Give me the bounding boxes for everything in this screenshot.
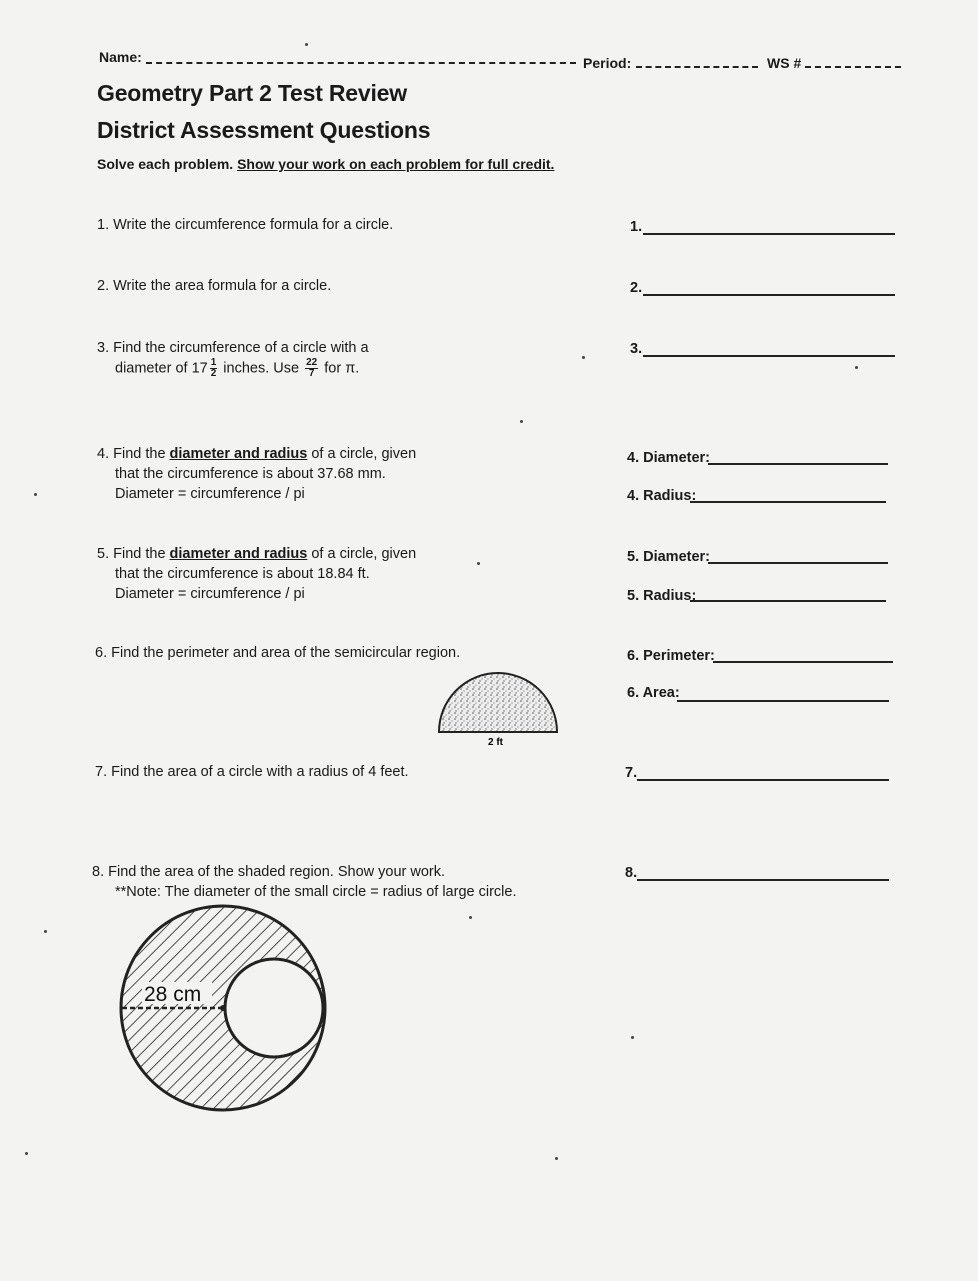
mixed-fraction (210, 358, 218, 379)
answer-1-line[interactable] (643, 233, 895, 235)
scan-speck (25, 1152, 28, 1155)
scan-speck (520, 420, 523, 423)
question-8-line-2: **Note: The diameter of the small circle = radius of large circle. (115, 884, 517, 900)
page-subtitle: District Assessment Questions (97, 117, 431, 143)
period-label: Period: (583, 55, 632, 71)
instructions-plain: Solve each problem. (97, 156, 234, 172)
question-4-line-3: Diameter = circumference / pi (115, 486, 305, 502)
answer-5-radius-label: 5. Radius: (627, 588, 697, 604)
scan-speck (631, 1036, 634, 1039)
question-7: 7. Find the area of a circle with a radius of 4 feet. (95, 764, 409, 780)
shaded-region-figure (116, 900, 330, 1116)
q4-text-pre: 4. Find the (97, 446, 170, 462)
name-field[interactable] (146, 62, 576, 64)
answer-5-radius-line[interactable] (690, 600, 886, 602)
answer-4-radius-line[interactable] (690, 501, 886, 503)
question-3-line-1: 3. Find the circumference of a circle with a (97, 340, 369, 356)
q3-text-pre: diameter of 17 (115, 360, 208, 377)
question-1: 1. Write the circumference formula for a circle. (97, 217, 394, 233)
answer-2-label: 2. (630, 280, 643, 296)
q4-text-underlined: diameter and radius (169, 446, 308, 462)
question-4-line-2: that the circumference is about 37.68 mm. (115, 466, 386, 482)
q5-text-pre: 5. Find the (97, 546, 170, 562)
answer-8-label: 8. (625, 865, 638, 881)
answer-2-line[interactable] (643, 294, 895, 296)
q3-text-post: for π. (320, 360, 360, 377)
period-field[interactable] (636, 66, 758, 68)
q5-text-underlined: diameter and radius (169, 546, 308, 562)
instructions (97, 156, 554, 172)
answer-6-area-line[interactable] (677, 700, 889, 702)
answer-4-diameter-label: 4. Diameter: (627, 450, 711, 466)
scan-speck (305, 43, 308, 46)
q3-text-mid: inches. Use (219, 360, 304, 377)
scan-speck (34, 493, 37, 496)
answer-6-area-label: 6. Area: (627, 685, 680, 701)
question-5-line-2: that the circumference is about 18.84 ft. (115, 566, 370, 582)
page-title: Geometry Part 2 Test Review (97, 80, 407, 106)
answer-4-diameter-line[interactable] (708, 463, 888, 465)
scan-speck (44, 930, 47, 933)
fraction-denominator: 7 (308, 368, 315, 379)
fraction-numerator: 22 (306, 357, 318, 368)
semicircle-diameter-label: 2 ft (488, 737, 503, 748)
q4-text-post: of a circle, given (307, 446, 417, 462)
answer-7-label: 7. (625, 765, 638, 781)
instructions-underlined: Show your work on each problem for full credit. (237, 156, 555, 172)
fraction-numerator: 1 (210, 357, 217, 368)
radius-measure-label: 28 cm (144, 983, 202, 1006)
answer-3-label: 3. (630, 341, 643, 357)
name-label: Name: (99, 49, 142, 65)
semicircle-figure (436, 670, 560, 750)
scan-speck (582, 356, 585, 359)
answer-5-diameter-label: 5. Diameter: (627, 549, 711, 565)
scan-speck (477, 562, 480, 565)
scan-speck (555, 1157, 558, 1160)
ws-field[interactable] (805, 66, 901, 68)
question-2: 2. Write the area formula for a circle. (97, 278, 332, 294)
q5-text-post: of a circle, given (307, 546, 417, 562)
answer-1-label: 1. (630, 219, 643, 235)
scan-speck (469, 916, 472, 919)
answer-6-perimeter-line[interactable] (713, 661, 893, 663)
question-8-line-1: 8. Find the area of the shaded region. Show your work. (92, 864, 446, 880)
answer-4-radius-label: 4. Radius: (627, 488, 697, 504)
question-3-line-2 (115, 358, 359, 379)
answer-8-line[interactable] (637, 879, 889, 881)
question-5-line-3: Diameter = circumference / pi (115, 586, 305, 602)
answer-5-diameter-line[interactable] (708, 562, 888, 564)
question-6: 6. Find the perimeter and area of the semicircular region. (95, 645, 461, 661)
answer-3-line[interactable] (643, 355, 895, 357)
question-4-line-1 (97, 444, 416, 464)
pi-fraction (305, 358, 318, 379)
answer-6-perimeter-label: 6. Perimeter: (627, 648, 715, 664)
question-5-line-1 (97, 544, 416, 564)
answer-7-line[interactable] (637, 779, 889, 781)
scan-speck (855, 366, 858, 369)
fraction-denominator: 2 (210, 368, 217, 379)
ws-label: WS # (767, 55, 802, 71)
